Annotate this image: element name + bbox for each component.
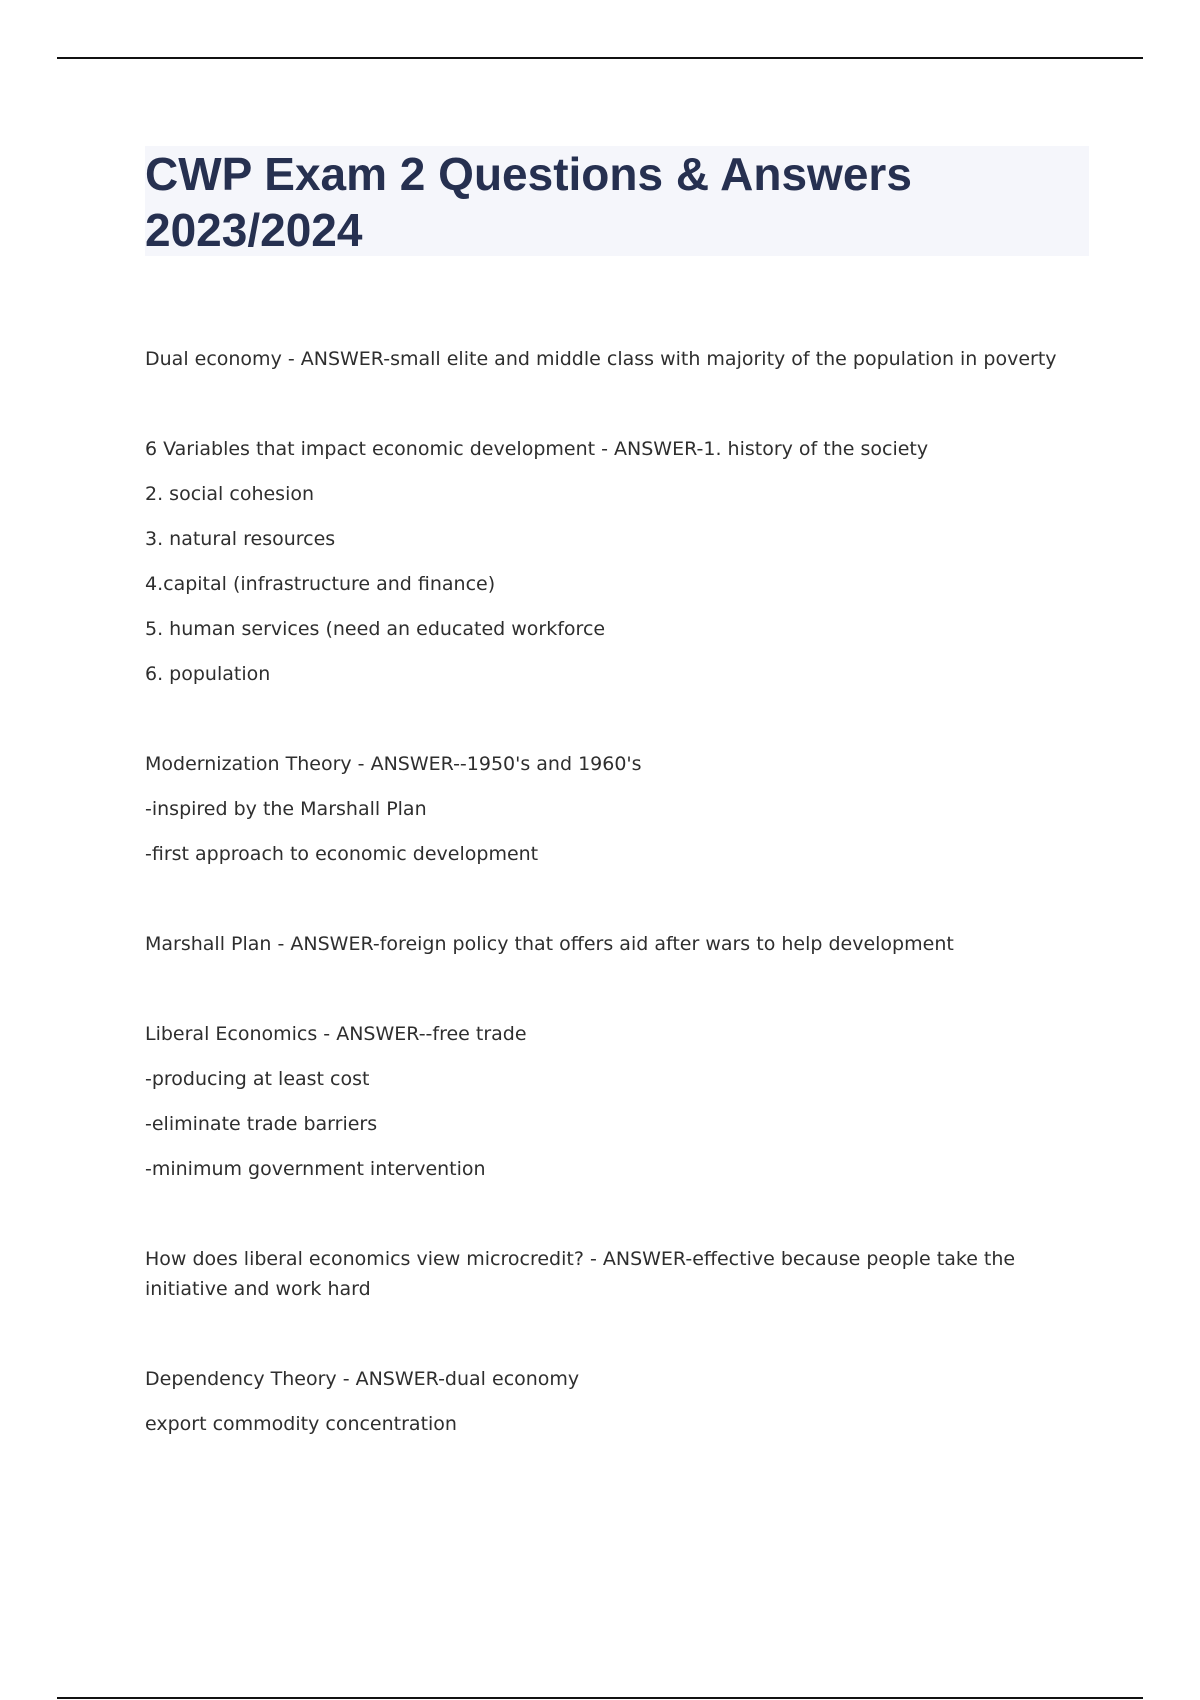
qa-line: -producing at least cost xyxy=(145,1068,370,1090)
qa-line: How does liberal economics view microcredit? - ANSWER-effective because people take the initiative and work hard xyxy=(145,1248,1016,1300)
qa-entry-marshall-plan xyxy=(145,929,1095,959)
qa-entry-microcredit xyxy=(145,1244,1095,1304)
qa-entry-dual-economy xyxy=(145,344,1095,374)
qa-line: Marshall Plan - ANSWER-foreign policy that offers aid after wars to help development xyxy=(145,933,954,955)
qa-line: 6 Variables that impact economic development - ANSWER-1. history of the society xyxy=(145,438,929,460)
qa-line: -eliminate trade barriers xyxy=(145,1113,378,1135)
qa-entry-modernization-theory xyxy=(145,749,1095,869)
qa-line: Dual economy - ANSWER-small elite and middle class with majority of the population in poverty xyxy=(145,348,1057,370)
qa-line: 6. population xyxy=(145,663,271,685)
qa-line: 5. human services (need an educated workforce xyxy=(145,618,606,640)
qa-entry-liberal-economics xyxy=(145,1019,1095,1184)
qa-line: -inspired by the Marshall Plan xyxy=(145,798,427,820)
footer-rule xyxy=(57,1697,1143,1699)
qa-line: Liberal Economics - ANSWER--free trade xyxy=(145,1023,527,1045)
qa-line: export commodity concentration xyxy=(145,1413,457,1435)
qa-entry-dependency-theory xyxy=(145,1364,1095,1439)
header-rule xyxy=(57,57,1143,59)
qa-line: 3. natural resources xyxy=(145,528,336,550)
qa-line: 4.capital (infrastructure and finance) xyxy=(145,573,496,595)
qa-line: -minimum government intervention xyxy=(145,1158,486,1180)
qa-line: 2. social cohesion xyxy=(145,483,315,505)
qa-line: Dependency Theory - ANSWER-dual economy xyxy=(145,1368,580,1390)
qa-list xyxy=(145,344,1095,1499)
qa-line: Modernization Theory - ANSWER--1950's and 1960's xyxy=(145,753,642,775)
page-title: CWP Exam 2 Questions & Answers 2023/2024 xyxy=(145,148,912,256)
qa-entry-six-variables xyxy=(145,434,1095,689)
qa-line: -first approach to economic development xyxy=(145,843,539,865)
